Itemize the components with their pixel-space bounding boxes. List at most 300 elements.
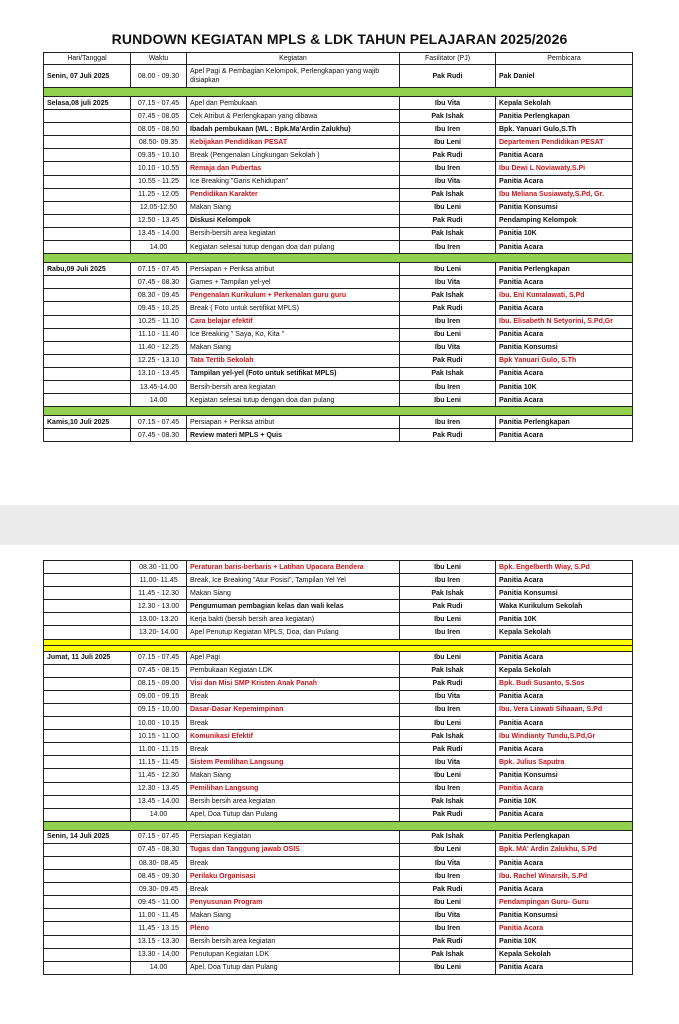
activity-cell: Cek Atribut & Perlengkapan yang dibawa [187,110,400,123]
activity-cell: Apel Pagi [187,651,400,664]
time-cell: 08.00 - 09.30 [131,65,187,88]
day-cell [44,730,131,743]
activity-cell: Perilaku Organisasi [187,870,400,883]
speaker-cell: Panitia Konsumsi [496,341,633,354]
activity-cell: Break, Ice Breaking "Atur Posisi", Tampilan Yel Yel [187,574,400,587]
activity-cell: Tugas dan Tanggung jawab OSIS [187,843,400,856]
speaker-cell: Panitia Konsumsi [496,201,633,214]
facilitator-cell: Pak Ishak [400,227,496,240]
speaker-cell: Ibu Windianty Tundu,S.Pd,Gr [496,730,633,743]
facilitator-cell: Pak Ishak [400,188,496,201]
table-row [44,97,633,110]
speaker-cell: Panitia Acara [496,743,633,756]
day-cell: Kamis,10 Juli 2025 [44,416,131,429]
table-row [44,717,633,730]
facilitator-cell: Pak Ishak [400,948,496,961]
time-cell: 07.15 - 07.45 [131,651,187,664]
time-cell: 09.30- 09.45 [131,883,187,896]
facilitator-cell: Ibu Vita [400,690,496,703]
speaker-cell: Ibu. Elisabeth N Setyorini, S.Pd,Gr [496,315,633,328]
day-cell [44,328,131,341]
table-row [44,795,633,808]
facilitator-cell: Pak Rudi [400,65,496,88]
speaker-cell: Ibu. Vera Liawati Sihaaan, S.Pd [496,703,633,716]
time-cell: 13.00- 13.20 [131,613,187,626]
day-cell [44,315,131,328]
facilitator-cell: Ibu Vita [400,175,496,188]
activity-cell: Persiapan + Periksa atribut [187,416,400,429]
time-cell: 11.00- 11.45 [131,574,187,587]
schedule-table-page-2 [43,560,633,975]
time-cell: 12.05-12.50 [131,201,187,214]
speaker-cell: Panitia Acara [496,782,633,795]
speaker-cell: Pendamping Kelompok [496,214,633,227]
time-cell: 07.45 - 08.30 [131,429,187,442]
time-cell: 07.45 - 08.30 [131,276,187,289]
activity-cell: Tampilan yel-yel (Foto untuk setifikat MPLS) [187,367,400,380]
activity-cell: Bersih bersih area kegiatan [187,795,400,808]
table-row [44,65,633,88]
document-title: RUNDOWN KEGIATAN MPLS & LDK TAHUN PELAJARAN 2025/2026 [111,31,568,47]
table-row [44,730,633,743]
time-cell: 07.45 - 08.05 [131,110,187,123]
table-row [44,214,633,227]
activity-cell: Kerja bakti (bersih bersih area kegiatan) [187,613,400,626]
day-cell [44,188,131,201]
time-cell: 11.25 - 12.05 [131,188,187,201]
time-cell: 08.30- 08.45 [131,856,187,869]
time-cell: 10.00 - 10.15 [131,717,187,730]
table-row [44,703,633,716]
day-cell [44,883,131,896]
facilitator-cell: Ibu Vita [400,97,496,110]
activity-cell: Pleno [187,922,400,935]
time-cell: 12.30 - 13.00 [131,600,187,613]
header-time: Waktu [131,53,187,65]
facilitator-cell: Pak Rudi [400,883,496,896]
table-row [44,870,633,883]
header-speaker: Pembicara [496,53,633,65]
time-cell: 13.45 - 14.00 [131,795,187,808]
day-cell [44,856,131,869]
table-row [44,782,633,795]
speaker-cell: Panitia Acara [496,394,633,407]
speaker-cell: Panitia Konsumsi [496,909,633,922]
time-cell: 07.15 - 07.45 [131,97,187,110]
day-cell [44,241,131,254]
table-row [44,136,633,149]
activity-cell: Review materi MPLS + Quis [187,429,400,442]
facilitator-cell: Ibu Iren [400,380,496,393]
speaker-cell: Panitia Acara [496,302,633,315]
time-cell: 07.15 - 07.45 [131,416,187,429]
facilitator-cell: Ibu Vita [400,909,496,922]
time-cell: 09.00 - 09.15 [131,690,187,703]
table-row [44,935,633,948]
day-cell [44,201,131,214]
speaker-cell: Kepala Sekolah [496,664,633,677]
facilitator-cell: Ibu Leni [400,613,496,626]
day-cell [44,870,131,883]
facilitator-cell: Ibu Iren [400,703,496,716]
speaker-cell: Panitia Perlengkapan [496,830,633,843]
facilitator-cell: Pak Ishak [400,664,496,677]
activity-cell: Komunikasi Efektif [187,730,400,743]
speaker-cell: Panitia Acara [496,883,633,896]
facilitator-cell: Pak Rudi [400,743,496,756]
day-cell [44,394,131,407]
time-cell: 13.45 - 14.00 [131,227,187,240]
table-row [44,367,633,380]
speaker-cell: Bpk Yanuari Gulo, S.Th [496,354,633,367]
day-cell [44,276,131,289]
table-row [44,856,633,869]
speaker-cell: Waka Kurikulum Sekolah [496,600,633,613]
day-cell [44,690,131,703]
facilitator-cell: Pak Rudi [400,149,496,162]
day-cell [44,795,131,808]
table-row [44,626,633,639]
speaker-cell: Panitia Acara [496,961,633,974]
table-row [44,162,633,175]
speaker-cell: Panitia Acara [496,328,633,341]
time-cell: 14.00 [131,241,187,254]
activity-cell: Pengenalan Kurikulum + Perkenalan guru guru [187,289,400,302]
table-row [44,883,633,896]
speaker-cell: Panitia 10K [496,380,633,393]
activity-cell: Diskusi Kelompok [187,214,400,227]
day-cell [44,703,131,716]
day-cell [44,677,131,690]
facilitator-cell: Pak Ishak [400,587,496,600]
day-cell: Rabu,09 Juli 2025 [44,263,131,276]
day-cell [44,587,131,600]
day-cell: Selasa,08 juli 2025 [44,97,131,110]
speaker-cell: Ibu Meliana Susiawaty,S.Pd, Gr. [496,188,633,201]
speaker-cell: Panitia Konsumsi [496,769,633,782]
time-cell: 14.00 [131,394,187,407]
speaker-cell: Bpk. Julius Saputra [496,756,633,769]
table-row [44,241,633,254]
speaker-cell: Panitia 10K [496,935,633,948]
day-cell [44,769,131,782]
time-cell: 08.05 - 08.50 [131,123,187,136]
speaker-cell: Panitia Acara [496,922,633,935]
speaker-cell: Panitia Perlengkapan [496,263,633,276]
speaker-cell: Panitia 10K [496,613,633,626]
table-row [44,830,633,843]
table-row [44,922,633,935]
day-cell [44,380,131,393]
day-cell [44,367,131,380]
time-cell: 09.15 - 10.00 [131,703,187,716]
facilitator-cell: Pak Ishak [400,795,496,808]
day-cell [44,922,131,935]
activity-cell: Remaja dan Pubertas [187,162,400,175]
speaker-cell: Panitia Konsumsi [496,587,633,600]
facilitator-cell: Ibu Vita [400,341,496,354]
speaker-cell: Departemen Pendidikan PESAT [496,136,633,149]
facilitator-cell: Pak Rudi [400,429,496,442]
table-row [44,341,633,354]
activity-cell: Games + Tampilan yel-yel [187,276,400,289]
facilitator-cell: Ibu Leni [400,717,496,730]
activity-cell: Persiapan + Periksa atribut [187,263,400,276]
activity-cell: Break [187,856,400,869]
activity-cell: Apel Penutup Kegiatan MPLS, Doa, dan Pulang [187,626,400,639]
speaker-cell: Panitia Acara [496,175,633,188]
facilitator-cell: Ibu Vita [400,276,496,289]
activity-cell: Ice Breaking " Saya, Ko, Kita " [187,328,400,341]
day-cell [44,149,131,162]
time-cell: 07.45 - 08.15 [131,664,187,677]
activity-cell: Pemilihan Langsung [187,782,400,795]
facilitator-cell: Ibu Leni [400,896,496,909]
facilitator-cell: Ibu Iren [400,922,496,935]
facilitator-cell: Ibu Leni [400,136,496,149]
time-cell: 09.45 - 10.25 [131,302,187,315]
speaker-cell: Panitia Acara [496,808,633,821]
table-row [44,149,633,162]
facilitator-cell: Ibu Leni [400,651,496,664]
facilitator-cell: Pak Ishak [400,367,496,380]
activity-cell: Tata Tertib Sekolah [187,354,400,367]
time-cell: 08.30 - 09.45 [131,289,187,302]
table-row [44,276,633,289]
table-row [44,201,633,214]
day-separator [44,88,633,97]
facilitator-cell: Ibu Leni [400,201,496,214]
time-cell: 11.45 - 12.30 [131,587,187,600]
day-cell [44,289,131,302]
speaker-cell: Panitia Acara [496,651,633,664]
time-cell: 12.50 - 13.45 [131,214,187,227]
day-cell [44,782,131,795]
facilitator-cell: Ibu Iren [400,315,496,328]
facilitator-cell: Ibu Leni [400,843,496,856]
time-cell: 08.50- 09.35 [131,136,187,149]
facilitator-cell: Pak Ishak [400,110,496,123]
table-row [44,263,633,276]
table-row [44,961,633,974]
speaker-cell: Panitia Acara [496,856,633,869]
time-cell: 10.25 - 11.10 [131,315,187,328]
facilitator-cell: Ibu Iren [400,782,496,795]
day-cell [44,136,131,149]
time-cell: 07.15 - 07.45 [131,263,187,276]
facilitator-cell: Ibu Iren [400,162,496,175]
facilitator-cell: Ibu Vita [400,856,496,869]
activity-cell: Dasar-Dasar Kepemimpinan [187,703,400,716]
activity-cell: Break [187,690,400,703]
table-row [44,808,633,821]
activity-cell: Makan Siang [187,587,400,600]
table-row [44,948,633,961]
day-cell: Jumat, 11 Juli 2025 [44,651,131,664]
day-cell [44,227,131,240]
header-activity: Kegiatan [187,53,400,65]
time-cell: 14.00 [131,961,187,974]
speaker-cell: Panitia Acara [496,367,633,380]
speaker-cell: Kepala Sekolah [496,626,633,639]
facilitator-cell: Pak Ishak [400,289,496,302]
facilitator-cell: Ibu Iren [400,870,496,883]
time-cell: 08.30 -11.00 [131,561,187,574]
activity-cell: Penutupan Kegiatan LDK [187,948,400,961]
day-cell [44,110,131,123]
speaker-cell: Panitia Acara [496,429,633,442]
facilitator-cell: Pak Rudi [400,214,496,227]
table-row [44,315,633,328]
activity-cell: Visi dan Misi SMP Kristen Anak Panah [187,677,400,690]
separator-cell [44,821,633,830]
time-cell: 07.15 - 07.45 [131,830,187,843]
speaker-cell: Pendampingan Guru- Guru [496,896,633,909]
activity-cell: Makan Siang [187,201,400,214]
speaker-cell: Kepala Sekolah [496,97,633,110]
day-cell [44,302,131,315]
table-row [44,843,633,856]
table-row [44,302,633,315]
facilitator-cell: Ibu Leni [400,769,496,782]
day-cell [44,743,131,756]
table-row [44,600,633,613]
day-cell [44,162,131,175]
activity-cell: Kegiatan selesai tutup dengan doa dan pulang [187,241,400,254]
facilitator-cell: Pak Rudi [400,354,496,367]
speaker-cell: Panitia Acara [496,241,633,254]
activity-cell: Pendidikan Karakter [187,188,400,201]
day-separator [44,254,633,263]
day-cell [44,756,131,769]
table-row [44,123,633,136]
time-cell: 09.45 - 11.00 [131,896,187,909]
table-row [44,574,633,587]
speaker-cell: Panitia 10K [496,795,633,808]
time-cell: 11.40 - 12.25 [131,341,187,354]
table-row [44,354,633,367]
activity-cell: Peraturan baris-berbaris + Latihan Upacara Bendera [187,561,400,574]
activity-cell: Apel Pagi & Pembagian Kelompok, Perlengkapan yang wajib disiapkan [187,65,400,88]
facilitator-cell: Pak Rudi [400,600,496,613]
activity-cell: Break [187,743,400,756]
time-cell: 11.45 - 13.15 [131,922,187,935]
separator-cell [44,88,633,97]
time-cell: 10.15 - 11.00 [131,730,187,743]
day-cell: Senin, 07 Juli 2025 [44,65,131,88]
table-row [44,690,633,703]
facilitator-cell: Ibu Iren [400,626,496,639]
activity-cell: Persiapan Kegiatan [187,830,400,843]
time-cell: 13.45-14.00 [131,380,187,393]
separator-cell [44,407,633,416]
header-facilitator: Fasilitator (PJ) [400,53,496,65]
table-row [44,289,633,302]
time-cell: 11.10 - 11.40 [131,328,187,341]
activity-cell: Makan Siang [187,909,400,922]
speaker-cell: Panitia Acara [496,717,633,730]
facilitator-cell: Ibu Leni [400,263,496,276]
facilitator-cell: Ibu Iren [400,416,496,429]
activity-cell: Bersih bersih area kegiatan [187,935,400,948]
speaker-cell: Panitia Perlengkapan [496,416,633,429]
activity-cell: Pembukaan Kegiatan LDK [187,664,400,677]
activity-cell: Ice Breaking "Garis Kehidupan" [187,175,400,188]
table-row [44,416,633,429]
facilitator-cell: Ibu Leni [400,394,496,407]
page-gap [0,505,679,545]
speaker-cell: Pak Daniel [496,65,633,88]
speaker-cell: Bpk. Engelberth Wiay, S.Pd [496,561,633,574]
activity-cell: Cara belajar efektif [187,315,400,328]
time-cell: 09.35 - 10.10 [131,149,187,162]
day-cell [44,935,131,948]
table-row [44,769,633,782]
table-row [44,227,633,240]
day-cell [44,626,131,639]
day-cell: Senin, 14 Juli 2025 [44,830,131,843]
day-separator [44,407,633,416]
time-cell: 13.10 - 13.45 [131,367,187,380]
activity-cell: Pengumuman pembagian kelas dan wali kelas [187,600,400,613]
speaker-cell: Ibu. Rachel Winarsih, S.Pd [496,870,633,883]
activity-cell: Bersih-bersih area kegiatan [187,227,400,240]
day-cell [44,429,131,442]
table-header-row [44,53,633,65]
speaker-cell: Ibu Dewi L Noviawaty,S.Pi [496,162,633,175]
facilitator-cell: Ibu Leni [400,961,496,974]
speaker-cell: Bpk. Budi Susanto, S.Sos [496,677,633,690]
facilitator-cell: Ibu Leni [400,561,496,574]
day-cell [44,961,131,974]
schedule-body-page-2 [44,561,633,975]
time-cell: 07.45 - 08.30 [131,843,187,856]
time-cell: 13.15 - 13.30 [131,935,187,948]
activity-cell: Makan Siang [187,341,400,354]
facilitator-cell: Pak Rudi [400,935,496,948]
time-cell: 11.15 - 11.45 [131,756,187,769]
time-cell: 11.00 - 11.45 [131,909,187,922]
day-cell [44,896,131,909]
time-cell: 11.00 - 11.15 [131,743,187,756]
facilitator-cell: Ibu Iren [400,241,496,254]
facilitator-cell: Pak Ishak [400,830,496,843]
time-cell: 08.15 - 09.00 [131,677,187,690]
speaker-cell: Panitia 10K [496,227,633,240]
activity-cell: Sistem Pemilihan Langsung [187,756,400,769]
day-cell [44,664,131,677]
activity-cell: Kegiatan selesai tutup dengan doa dan pulang [187,394,400,407]
table-row [44,380,633,393]
facilitator-cell: Pak Ishak [400,730,496,743]
schedule-table-page-1 [43,52,633,442]
table-row [44,743,633,756]
activity-cell: Break (Pengenalan Lingkungan Sekolah ) [187,149,400,162]
activity-cell: Ibadah pembukaan (WL : Bpk.Ma'Ardin Zalukhu) [187,123,400,136]
table-row [44,613,633,626]
table-row [44,188,633,201]
day-cell [44,613,131,626]
day-cell [44,948,131,961]
header-day: Hari/Tanggal [44,53,131,65]
facilitator-cell: Pak Rudi [400,302,496,315]
time-cell: 12.25 - 13.10 [131,354,187,367]
time-cell: 13.30 - 14.00 [131,948,187,961]
activity-cell: Penyusunan Program [187,896,400,909]
day-cell [44,574,131,587]
day-cell [44,341,131,354]
activity-cell: Break ( Foto untuk sertifikat MPLS) [187,302,400,315]
